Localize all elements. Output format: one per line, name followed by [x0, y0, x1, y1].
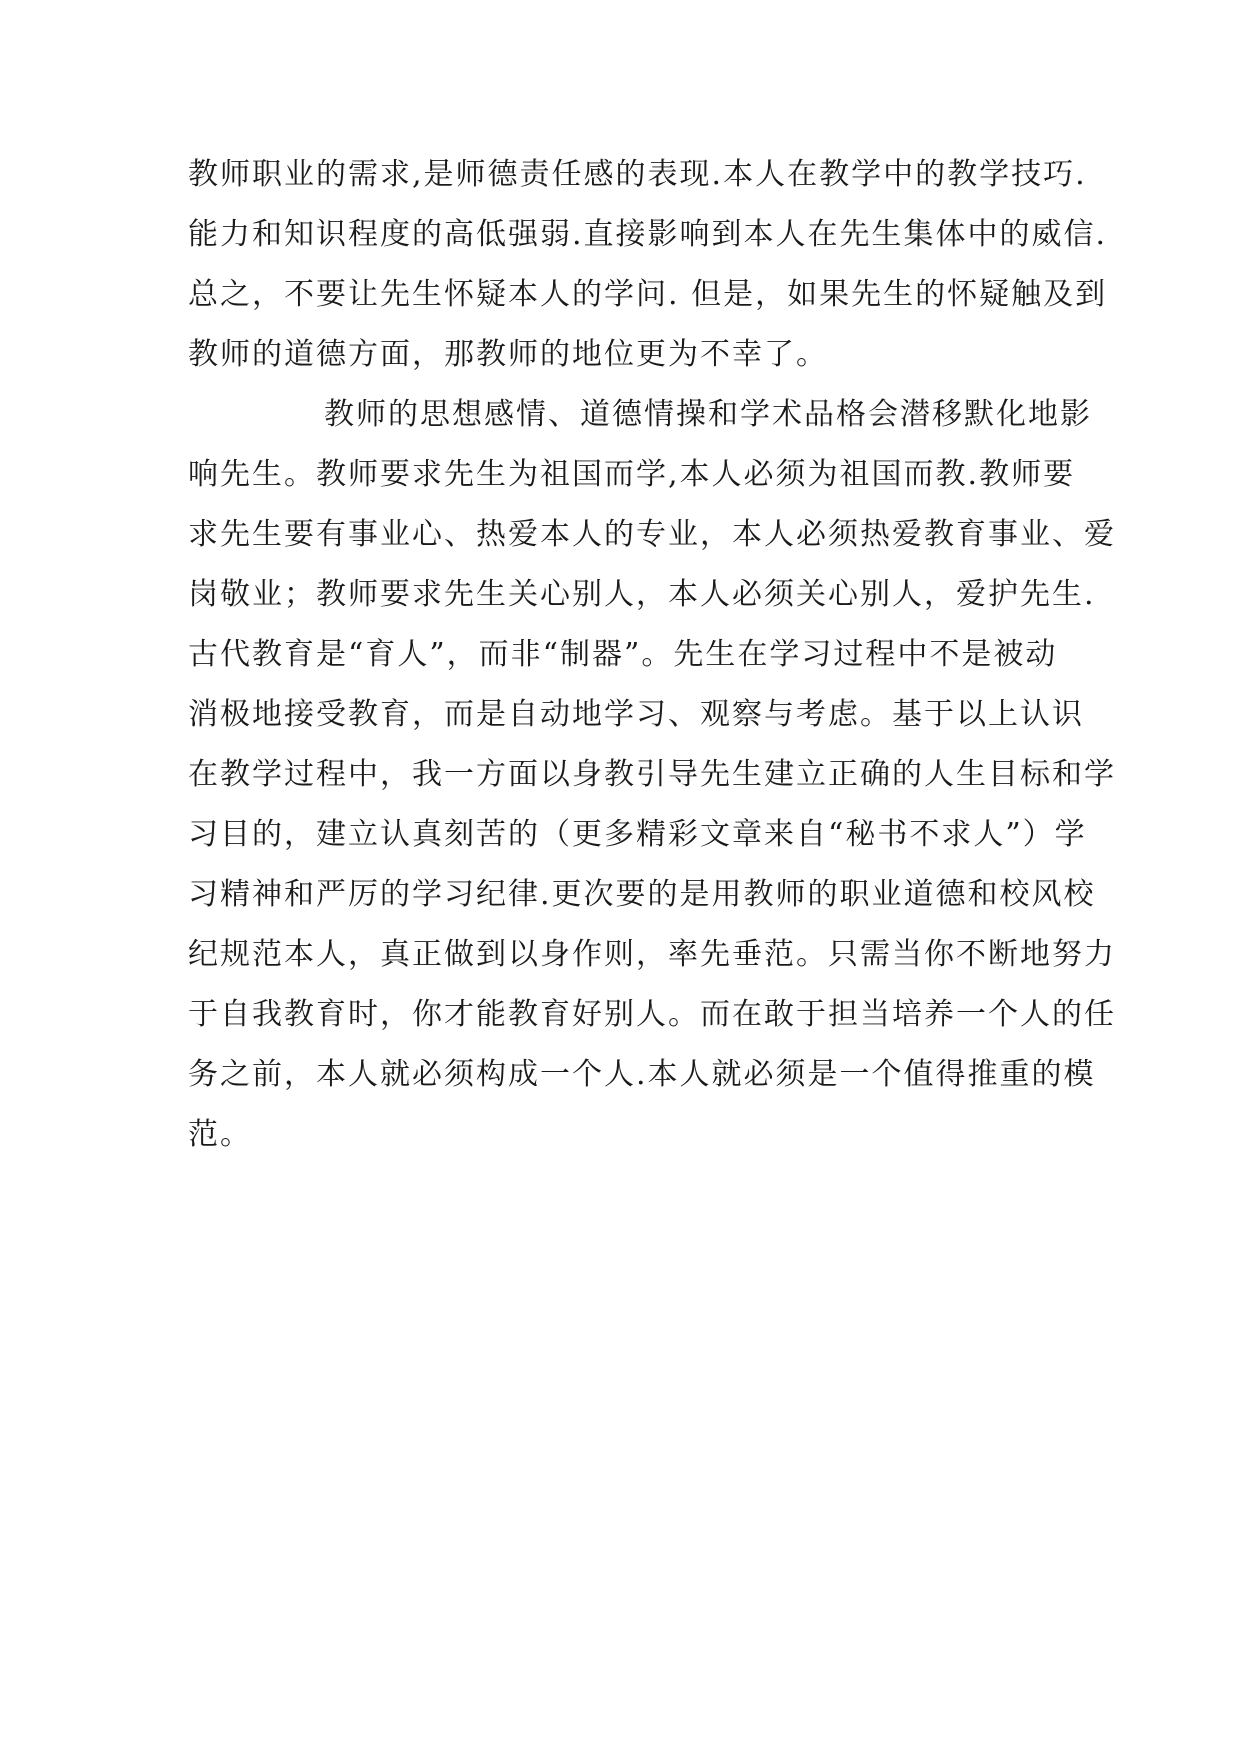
text-line: 教师职业的需求,是师德责任感的表现.本人在教学中的教学技巧.: [188, 157, 1087, 192]
text-line: 纪规范本人，真正做到以身作则，率先垂范。只需当你不断地努力: [188, 937, 1116, 972]
text-line: 习目的，建立认真刻苦的（更多精彩文章来自“秘书不求人”）学: [188, 817, 1087, 852]
text-line: 教师的道德方面，那教师的地位更为不幸了。: [188, 337, 828, 372]
text-line: 总之，不要让先生怀疑本人的学问. 但是，如果先生的怀疑触及到: [188, 277, 1108, 312]
text-line: 习精神和严厉的学习纪律.更次要的是用教师的职业道德和校风校: [188, 877, 1096, 912]
text-line: 于自我教育时，你才能教育好别人。而在敢于担当培养一个人的任: [188, 997, 1116, 1032]
text-line: 求先生要有事业心、热爱本人的专业，本人必须热爱教育事业、爱: [188, 517, 1116, 552]
text-line: 消极地接受教育，而是自动地学习、观察与考虑。基于以上认识: [188, 697, 1084, 732]
text-line: 响先生。教师要求先生为祖国而学,本人必须为祖国而教.教师要: [188, 457, 1076, 492]
text-line: 岗敬业；教师要求先生关心别人，本人必须关心别人，爱护先生.: [188, 577, 1096, 612]
text-line: 古代教育是“育人”，而非“制器”。先生在学习过程中不是被动: [188, 637, 1058, 672]
text-line: 在教学过程中，我一方面以身教引导先生建立正确的人生目标和学: [188, 757, 1116, 792]
text-line: 能力和知识程度的高低强弱.直接影响到本人在先生集体中的威信.: [188, 217, 1108, 252]
body-text: [188, 157, 1116, 1180]
text-line: 范。: [188, 1117, 252, 1152]
text-line: 务之前，本人就必须构成一个人.本人就必须是一个值得推重的模: [188, 1057, 1096, 1092]
paragraph-first-line: 教师的思想感情、道德情操和学术品格会潜移默化地影: [324, 397, 1092, 432]
